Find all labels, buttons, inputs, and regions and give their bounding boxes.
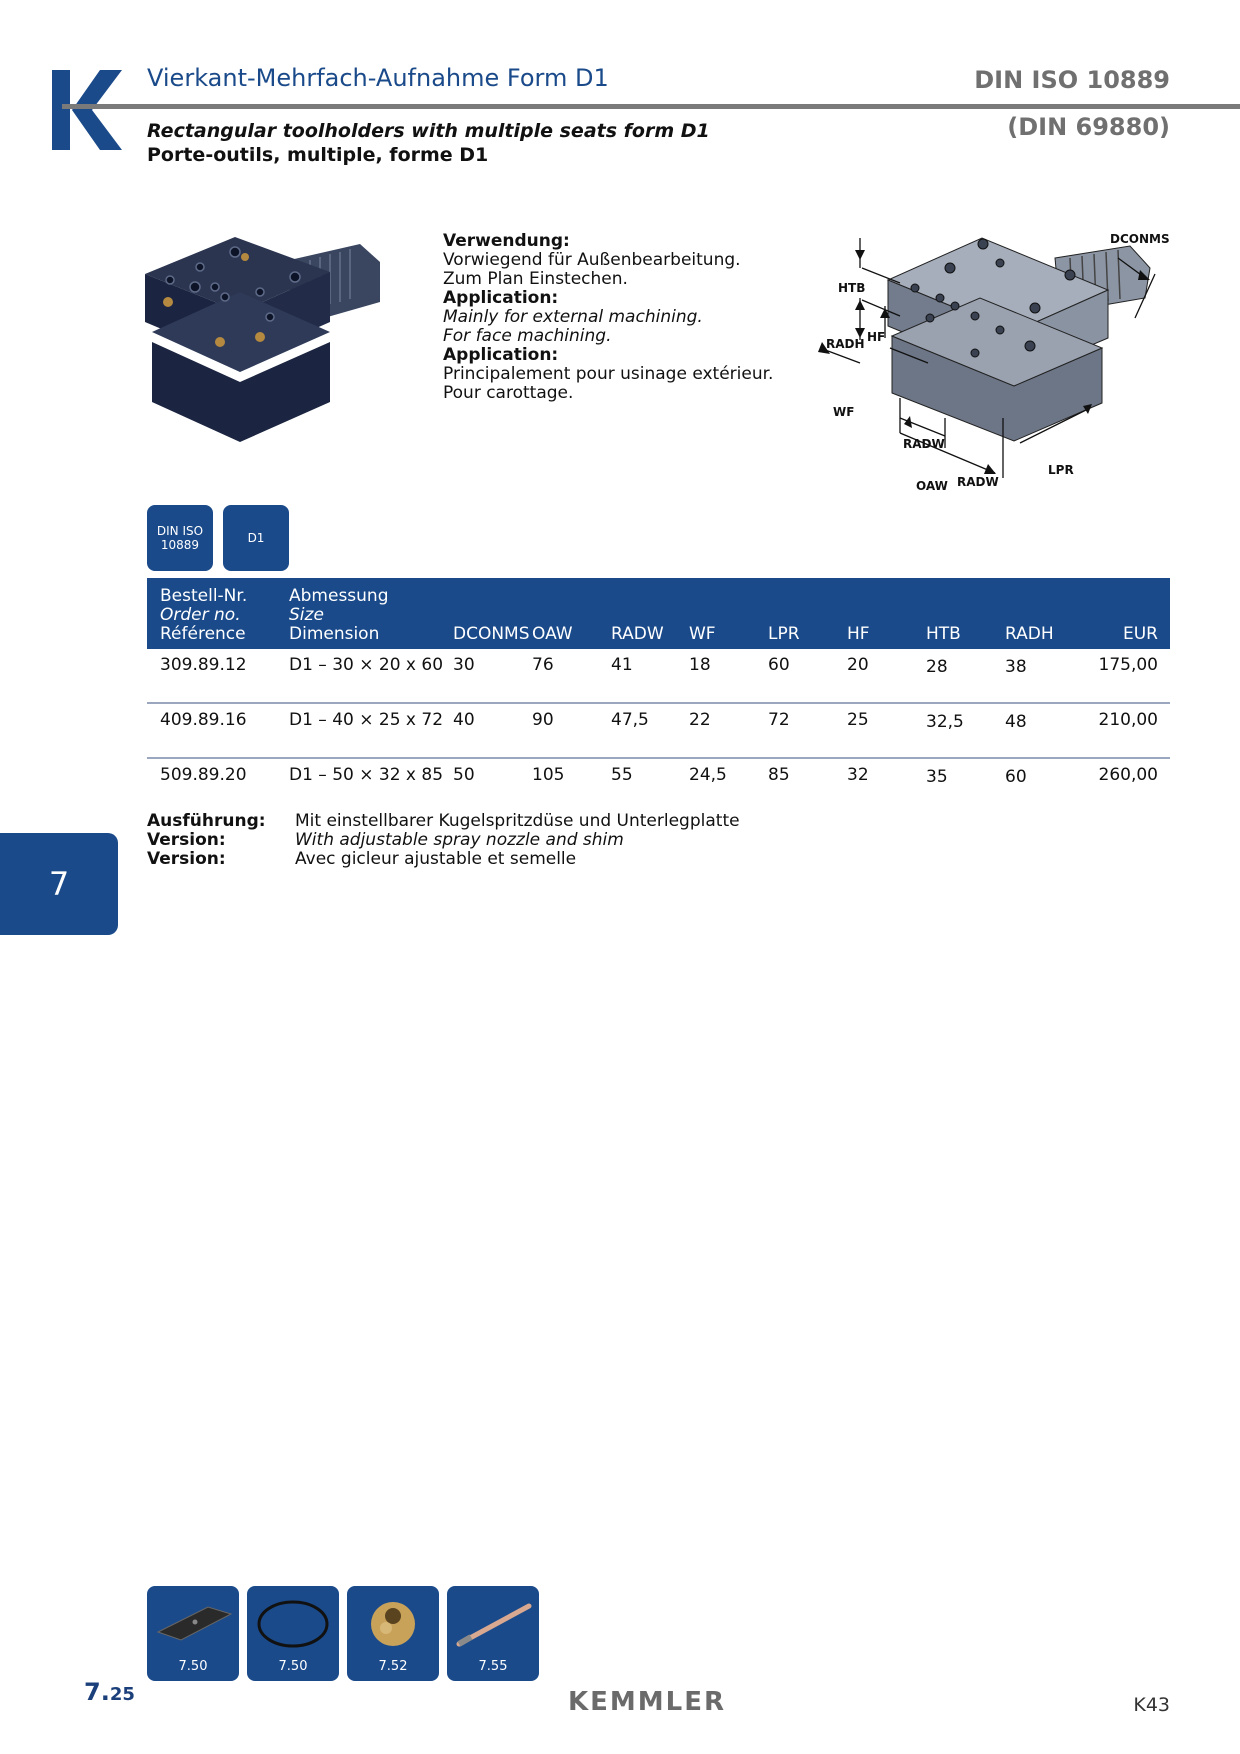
header-radw: RADW (611, 624, 664, 644)
coolant-tube-icon (453, 1592, 533, 1652)
diagram-label-htb: HTB (838, 281, 866, 295)
usage-heading-fr: Application: (443, 345, 559, 365)
accessory-shim[interactable] (147, 1586, 239, 1681)
version-labels (147, 812, 266, 869)
cell-lpr: 72 (768, 710, 790, 730)
product-table (147, 578, 1170, 812)
cell-radh: 48 (1005, 712, 1027, 732)
cell-lpr: 60 (768, 655, 790, 675)
cell-dconms: 50 (453, 765, 475, 785)
header-radh: RADH (1005, 624, 1054, 644)
chapter-tab[interactable]: 7 (0, 833, 118, 935)
cell-eur: 260,00 (1098, 765, 1158, 785)
version-values (295, 812, 740, 869)
shim-plate-icon (153, 1592, 233, 1652)
table-row (147, 649, 1170, 704)
header-order-en: Order no. (160, 605, 241, 625)
cell-lpr: 85 (768, 765, 790, 785)
diagram-label-radw-1: RADW (903, 437, 945, 451)
cell-size: D1 – 30 × 20 x 60 (289, 655, 444, 675)
cell-radh: 38 (1005, 657, 1027, 677)
cell-dconms: 40 (453, 710, 475, 730)
page-number-major: 7. (84, 1678, 110, 1706)
usage-fr-line2: Pour carottage. (443, 383, 574, 403)
standard-label: DIN ISO 10889 (974, 66, 1170, 94)
kemmler-logo (52, 70, 122, 150)
cell-oaw: 76 (532, 655, 554, 675)
usage-en-line1: Mainly for external machining. (443, 307, 703, 327)
table-row (147, 759, 1170, 812)
diagram-label-dconms: DCONMS (1110, 232, 1170, 246)
cell-wf: 22 (689, 710, 711, 730)
o-ring-icon (253, 1592, 333, 1652)
header-wf: WF (689, 624, 716, 644)
badge-form: D1 (223, 505, 289, 571)
version-label-de: Ausführung: (147, 811, 266, 831)
diagram-label-radw-2: RADW (957, 475, 999, 489)
brand-logo: KEMMLER (568, 1687, 727, 1717)
header-lpr: LPR (768, 624, 800, 644)
header-oaw: OAW (532, 624, 573, 644)
header-order-fr: Référence (160, 624, 246, 644)
product-photo (140, 232, 402, 472)
cell-wf: 18 (689, 655, 711, 675)
table-row (147, 704, 1170, 759)
cell-dconms: 30 (453, 655, 475, 675)
badge-din-line2: 10889 (160, 538, 200, 552)
cell-size: D1 – 50 × 32 x 85 (289, 765, 444, 785)
cell-order: 409.89.16 (160, 710, 247, 730)
header-dconms: DCONMS (453, 624, 530, 644)
catalog-code: K43 (1133, 1694, 1170, 1716)
cell-radw: 55 (611, 765, 633, 785)
cell-order: 509.89.20 (160, 765, 247, 785)
accessory-ref: 7.50 (278, 1659, 308, 1674)
header-size-en: Size (289, 605, 324, 625)
badge-din-line1: DIN ISO (156, 524, 204, 538)
header-order (160, 587, 247, 644)
cell-order: 309.89.12 (160, 655, 247, 675)
header-size-de: Abmessung (289, 586, 389, 606)
badge-din-iso (147, 505, 213, 571)
table-header (147, 578, 1170, 649)
cell-htb: 32,5 (926, 712, 964, 732)
spray-ball-icon (353, 1592, 433, 1652)
cell-htb: 28 (926, 657, 948, 677)
version-value-en: With adjustable spray nozzle and shim (295, 830, 624, 850)
usage-heading-de: Verwendung: (443, 231, 570, 251)
header-divider (62, 104, 1240, 109)
cell-radw: 41 (611, 655, 633, 675)
diagram-label-radh: RADH (826, 337, 865, 351)
cell-eur: 175,00 (1098, 655, 1158, 675)
accessory-ref: 7.55 (478, 1659, 508, 1674)
cell-hf: 25 (847, 710, 869, 730)
accessory-ref: 7.50 (178, 1659, 208, 1674)
header-order-de: Bestell-Nr. (160, 586, 248, 606)
header-size-fr: Dimension (289, 624, 380, 644)
page-number (84, 1678, 135, 1706)
diagram-label-oaw: OAW (916, 479, 948, 493)
cell-eur: 210,00 (1098, 710, 1158, 730)
cell-radw: 47,5 (611, 710, 649, 730)
accessory-ref: 7.52 (378, 1659, 408, 1674)
cell-oaw: 105 (532, 765, 565, 785)
diagram-label-wf: WF (833, 405, 855, 419)
version-value-de: Mit einstellbarer Kugelspritzdüse und Unterlegplatte (295, 811, 740, 831)
cell-hf: 20 (847, 655, 869, 675)
diagram-label-lpr: LPR (1048, 463, 1074, 477)
subtitle-en: Rectangular toolholders with multiple seats form D1 (147, 120, 710, 142)
version-label-fr: Version: (147, 849, 226, 869)
accessory-spray-ball[interactable] (347, 1586, 439, 1681)
header-size (289, 587, 389, 644)
usage-de-line1: Vorwiegend für Außenbearbeitung. (443, 250, 741, 270)
cell-oaw: 90 (532, 710, 554, 730)
header-hf: HF (847, 624, 870, 644)
header-eur: EUR (1123, 624, 1158, 644)
standard-old-label: (DIN 69880) (1007, 113, 1170, 141)
usage-de-line2: Zum Plan Einstechen. (443, 269, 628, 289)
usage-heading-en: Application: (443, 288, 559, 308)
cell-htb: 35 (926, 767, 948, 787)
cell-size: D1 – 40 × 25 x 72 (289, 710, 444, 730)
version-label-en: Version: (147, 830, 226, 850)
page-title: Vierkant-Mehrfach-Aufnahme Form D1 (147, 64, 609, 92)
usage-fr-line1: Principalement pour usinage extérieur. (443, 364, 774, 384)
usage-en-line2: For face machining. (443, 326, 612, 346)
usage-text (443, 232, 803, 403)
header-htb: HTB (926, 624, 961, 644)
cell-hf: 32 (847, 765, 869, 785)
cell-wf: 24,5 (689, 765, 727, 785)
subtitle-fr: Porte-outils, multiple, forme D1 (147, 144, 489, 166)
dimension-diagram (800, 228, 1180, 538)
accessory-coolant-tube[interactable] (447, 1586, 539, 1681)
cell-radh: 60 (1005, 767, 1027, 787)
page-number-minor: 25 (109, 1684, 135, 1705)
diagram-label-hf: HF (867, 330, 886, 344)
version-value-fr: Avec gicleur ajustable et semelle (295, 849, 577, 869)
accessory-o-ring[interactable] (247, 1586, 339, 1681)
